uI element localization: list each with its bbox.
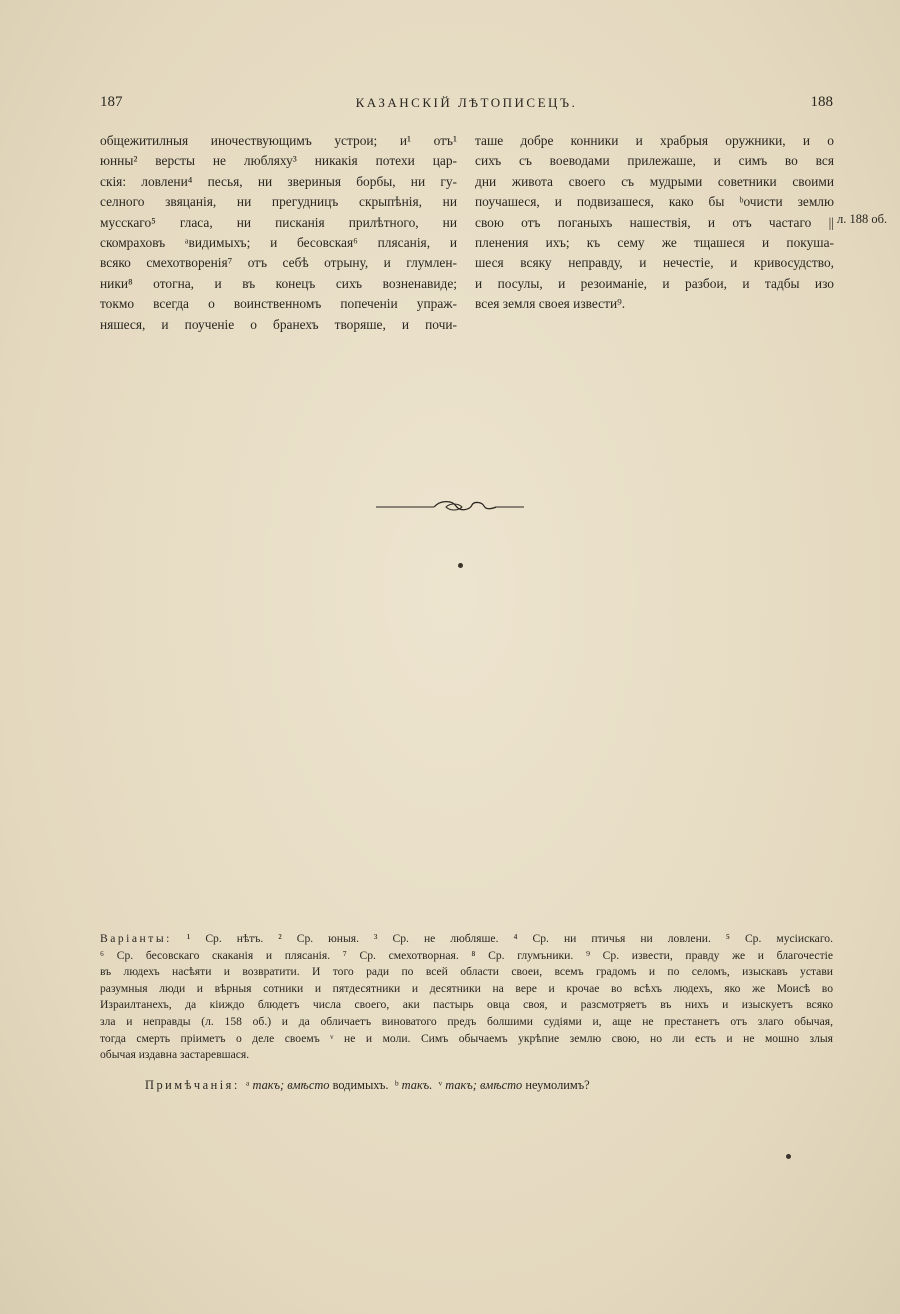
note-b-mark: ᵇ <box>394 1078 399 1092</box>
note-v-word: такъ; <box>445 1078 477 1092</box>
margin-folio-note: л. 188 об. <box>837 212 888 226</box>
ink-speck <box>786 1154 791 1159</box>
note-a-mark: ᵃ <box>246 1078 250 1092</box>
footnote-line: тогда смерть пріиметъ о деле своемъ ᵛ не и моли. Симъ обычаемъ укрѣпие землю свою, но ли есть и не мошно злыя <box>100 1031 833 1045</box>
text-line: пленения ихъ; къ сему же тщашеся и покуша- <box>475 235 834 251</box>
text-line: скомраховъ ᵃвидимыхъ; и бесовская⁶ плясанія, и <box>100 235 457 251</box>
text-line: ники⁸ отогна, и въ конецъ сихъ возненавиде; <box>100 275 457 291</box>
text-line: свою отъ поганыхъ нашествія, и отъ частаго || <box>475 214 834 230</box>
text-line: юнны² версты не любляху³ никакія потехи цар- <box>100 153 457 169</box>
text-line: таше добре конники и храбрыя оружники, и о <box>475 133 834 148</box>
text-line: няшеся, и поученіе о бранехъ творяше, и почи- <box>100 316 457 332</box>
ornament-divider-icon <box>374 498 526 514</box>
text-line: скія: ловлени⁴ песья, ни звериныя борбы, ни гу- <box>100 173 457 189</box>
footnote-line: обычая издавна застаревшася. <box>100 1048 250 1062</box>
text-line: токмо всегда о воинственномъ попеченіи упраж- <box>100 296 457 312</box>
footnote-line: ⁶ Ср. бесовскаго скаканія и плясанія. ⁷ Ср. смехотворная. ⁸ Ср. глумъники. ⁹ Ср. извести, правду же и благочестіе <box>100 948 833 962</box>
notes-label: Примѣчанія: <box>145 1078 240 1092</box>
page-header <box>100 94 833 116</box>
text-line: всея земля своея извести⁹. <box>475 296 626 312</box>
text-line: дни живота своего съ мудрыми советники своими <box>475 173 834 189</box>
text-line: шеся всяку неправду, и нечестіе, и кривосудство, <box>475 255 834 271</box>
ink-speck <box>458 563 463 568</box>
footnote-line: въ людехъ насѣяти и возвратити. И того ради по всей области своеи, всемъ градомъ и по селомъ, изыскавъ устави <box>100 965 833 979</box>
footnote-line: зла и неправды (л. 158 об.) и да обличаетъ виноватого предъ болшими судіями и, аще не престанетъ отъ злаго обычая, <box>100 1014 833 1028</box>
note-v-text: неумолимъ? <box>525 1078 590 1092</box>
page-number-left: 187 <box>100 94 123 110</box>
right-text-column <box>475 131 834 315</box>
text-line: и посулы, и резоиманіе, и разбои, и тадбы изо <box>475 275 834 291</box>
footnote-line: Израилтанехъ, да кіиждо блюдетъ числа своего, аки пастырь овца своя, и разсмотряетъ въ нихъ и изыскуетъ всяко <box>100 998 833 1012</box>
note-v-mark: ᵛ <box>438 1078 443 1092</box>
footnote-text: ¹ Ср. нѣтъ. ² Ср. юныя. ³ Ср. не любляше. ⁴ Ср. ни птичья ни ловлени. ⁵ Ср. мусіискаго. <box>171 932 833 945</box>
text-line: сихъ съ воеводами прилежаше, и симъ во вся <box>475 153 834 169</box>
left-text-column <box>100 131 457 335</box>
text-line: всяко смехотворенія⁷ отъ себѣ отрыну, и глумлен- <box>100 255 457 271</box>
text-line: мусскаго⁵ гласа, ни писканія прилѣтного, ни <box>100 214 457 230</box>
running-title: КАЗАНСКІЙ ЛѢТОПИСЕЦЪ. <box>355 95 578 110</box>
page-number-right: 188 <box>810 94 833 110</box>
variants-label: Варіанты: <box>100 932 172 945</box>
footnote-line: разумныя люди и вѣрныя сотники и пятдесятники и десятники на вере и крочае во всѣхъ людехъ, яко же Моисѣ во <box>100 981 833 995</box>
note-b-word: такъ. <box>401 1078 433 1092</box>
note-a-instead: вмѣсто <box>287 1078 330 1092</box>
note-a-word: такъ; <box>252 1078 285 1092</box>
note-a-text: водимыхъ. <box>332 1078 389 1092</box>
text-line: селного звяцанія, ни прегудницъ скрыпѣнія, ни <box>100 194 457 210</box>
text-line: поучашеся, и подвизашеся, како бы ᵇочисти землю <box>475 194 834 210</box>
text-line: общежитилныя иночествующимъ устрои; и¹ отъ¹ <box>100 133 457 148</box>
footnote-line <box>100 931 833 948</box>
variants-footnotes <box>100 931 833 1064</box>
editorial-notes <box>145 1078 590 1093</box>
note-v-instead: вмѣсто <box>480 1078 523 1092</box>
